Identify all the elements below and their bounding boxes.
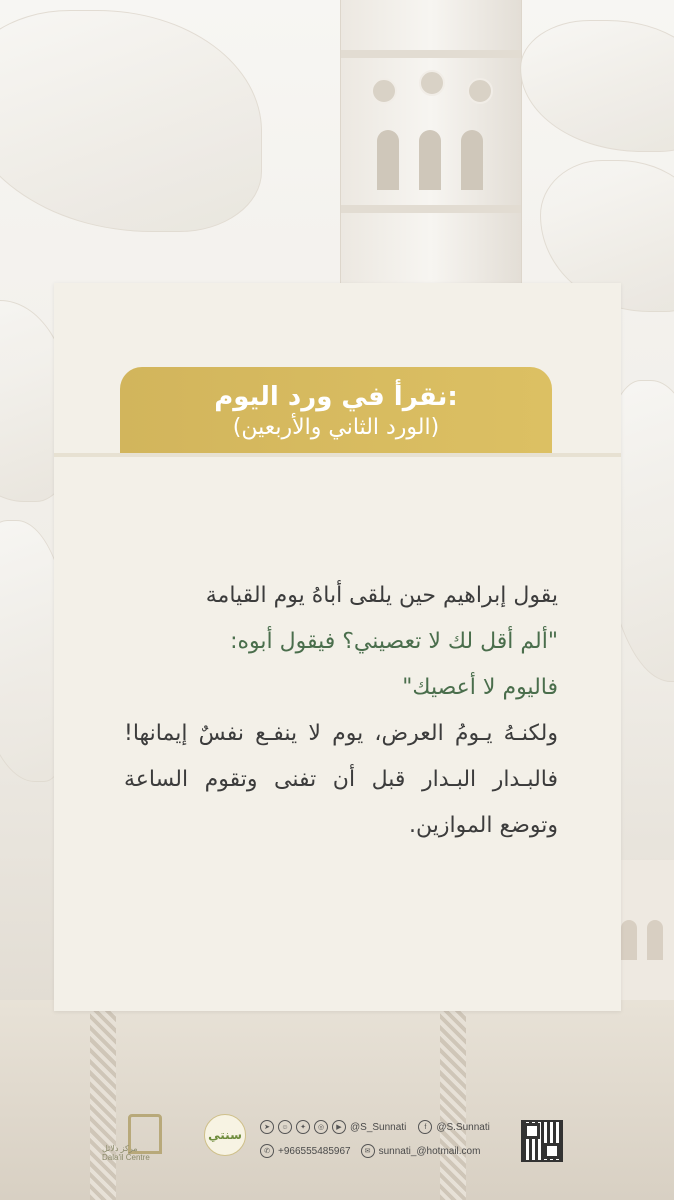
- facade-window: [647, 920, 663, 960]
- minaret-window: [419, 70, 445, 96]
- social-row-top: [260, 1120, 490, 1134]
- minaret-arch: [419, 130, 441, 190]
- banner-title: نقرأ في ورد اليوم:: [214, 382, 458, 412]
- telegram-icon[interactable]: ➤: [260, 1120, 274, 1134]
- minaret-arch: [377, 130, 399, 190]
- body-text: [124, 573, 558, 849]
- dalail-arabic-name: مركز دلائل: [102, 1144, 138, 1153]
- banner-divider: [54, 453, 621, 457]
- content-card: [54, 283, 621, 1011]
- body-intro: يقول إبراهيم حين يلقى أباهُ يوم القيامة: [205, 583, 558, 608]
- minaret-illustration: [340, 0, 522, 300]
- minaret-band: [341, 50, 521, 58]
- social-row-bottom: [260, 1144, 480, 1158]
- mail-icon[interactable]: ✉: [361, 1144, 375, 1158]
- banner-subtitle: (الورد الثاني والأربعين): [232, 415, 440, 440]
- twitter-icon[interactable]: ✦: [296, 1120, 310, 1134]
- sunnati-logo-text: سنتي: [208, 1128, 242, 1142]
- youtube-icon[interactable]: ▶: [332, 1120, 346, 1134]
- dalail-logo-text: [102, 1144, 150, 1162]
- minaret-arch: [461, 130, 483, 190]
- title-banner: [120, 367, 552, 453]
- body-conclusion: ولكنـهُ يـومُ العرض، يوم لا ينفـع نفسٌ إيمانها! فالبـدار البـدار قبل أن تفنى وتقوم الساعة وتوضع الموازين.: [124, 721, 558, 838]
- snapchat-icon[interactable]: ☺: [278, 1120, 292, 1134]
- phone-number[interactable]: +966555485967: [278, 1145, 351, 1157]
- qr-code[interactable]: [521, 1120, 563, 1162]
- email-address[interactable]: sunnati_@hotmail.com: [378, 1145, 481, 1157]
- sunnati-logo: [204, 1114, 246, 1156]
- instagram-icon[interactable]: ◎: [314, 1120, 328, 1134]
- minaret-band: [341, 205, 521, 213]
- footer: [0, 1100, 674, 1180]
- dalail-english-name: Dala'il Centre: [102, 1153, 150, 1162]
- facade-window: [621, 920, 637, 960]
- body-quote-line-2: فاليوم لا أعصيك": [402, 675, 558, 700]
- minaret-window: [467, 78, 493, 104]
- dalail-logo: [102, 1114, 162, 1162]
- handle-primary[interactable]: @S_Sunnati: [350, 1121, 407, 1133]
- body-quote-line-1: "ألم أقل لك لا تعصيني؟ فيقول أبوه:: [230, 629, 558, 654]
- minaret-window: [371, 78, 397, 104]
- facebook-icon[interactable]: f: [418, 1120, 432, 1134]
- handle-facebook[interactable]: @S.Sunnati: [436, 1121, 490, 1133]
- whatsapp-icon[interactable]: ✆: [260, 1144, 274, 1158]
